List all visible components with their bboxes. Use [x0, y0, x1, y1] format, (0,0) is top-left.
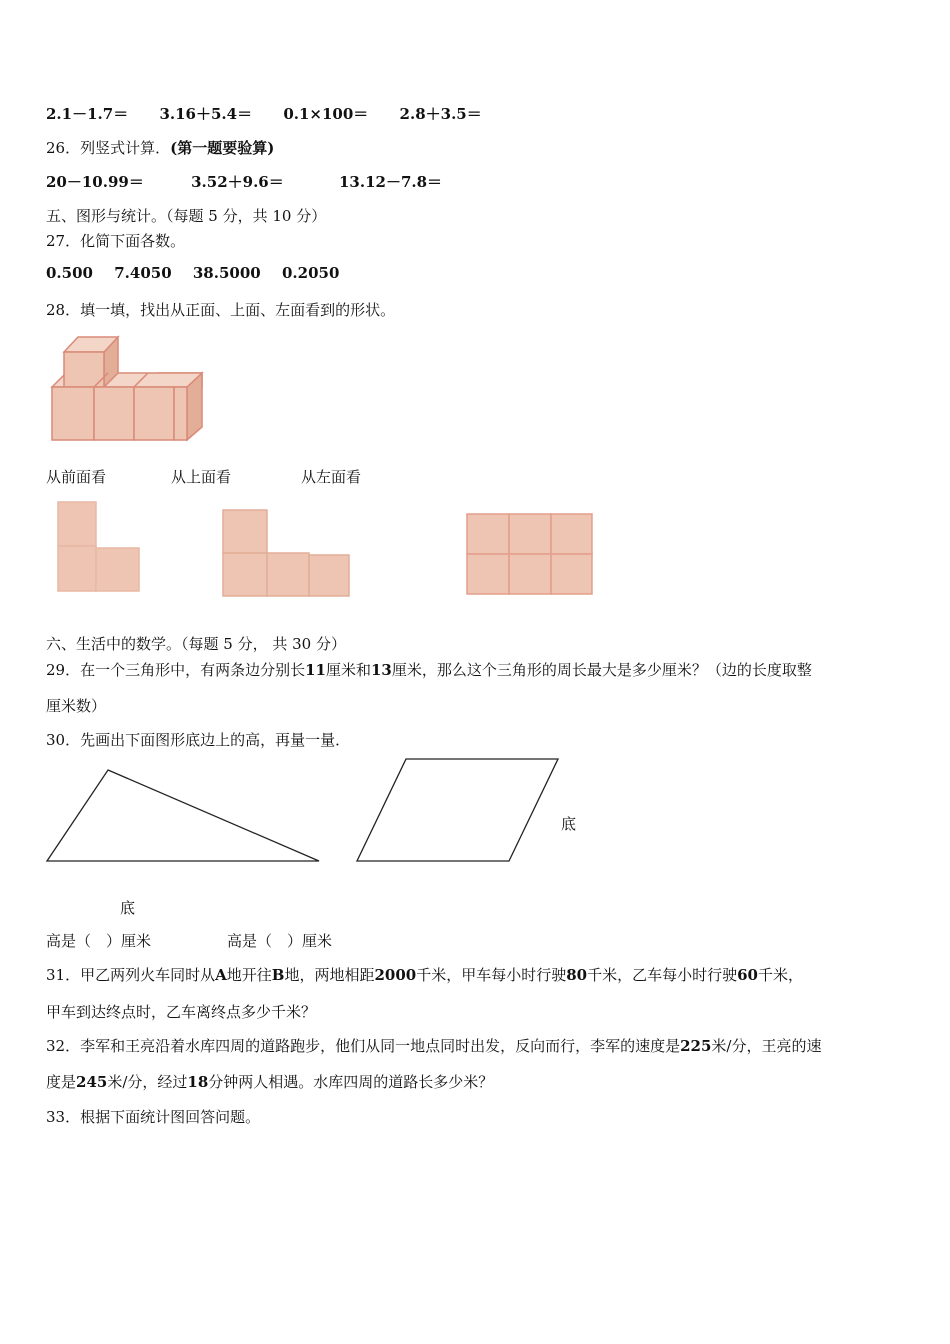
view-label-top: 从上面看 — [171, 468, 232, 486]
left-view-figure — [465, 512, 597, 598]
q29-line1 — [46, 659, 812, 680]
q31-text: 地开往 — [226, 966, 272, 984]
view-square — [223, 553, 267, 596]
q25-row — [46, 103, 482, 124]
q32-text: 度是 — [46, 1073, 77, 1091]
q27-items — [46, 264, 339, 282]
q27-title: 27．化简下面各数。 — [46, 232, 186, 250]
q31-text: 千米，甲车每小时行驶 — [416, 966, 567, 984]
view-square — [267, 553, 309, 596]
q31-num: 60 — [737, 966, 758, 984]
q31-text: 31．甲乙两列火车同时从 — [46, 966, 216, 984]
view-square — [223, 510, 267, 553]
q31-num: 2000 — [374, 966, 417, 984]
q32-line1 — [46, 1035, 821, 1056]
parallelogram-figure — [354, 756, 564, 866]
view-square — [309, 555, 349, 596]
front-view-figure — [56, 500, 146, 595]
view-label-left: 从左面看 — [301, 468, 362, 486]
q26-item: 3.52＋9.6＝ — [191, 173, 284, 191]
q32-num: 18 — [187, 1073, 209, 1091]
q26-items — [46, 171, 442, 192]
q32-text: 米/分，王亮的速 — [711, 1037, 822, 1055]
q31-line1 — [46, 964, 803, 985]
q29-text: 厘米和 — [325, 661, 371, 679]
cube-front-face — [52, 387, 94, 440]
q25-item: 2.8＋3.5＝ — [399, 105, 482, 123]
q26-item: 20－10.99＝ — [46, 173, 144, 191]
q30-answer1: 高是（ ）厘米 — [46, 932, 152, 950]
q31-text: 千米，乙车每小时行驶 — [587, 966, 738, 984]
q25-item: 0.1×100＝ — [283, 105, 369, 123]
cube-front-face — [134, 387, 174, 440]
q31-text: 千米， — [757, 966, 803, 984]
parallelogram-base-label: 底 — [561, 815, 577, 833]
view-square — [551, 514, 592, 554]
view-square — [509, 554, 551, 594]
view-square — [551, 554, 592, 594]
q30-answer2: 高是（ ）厘米 — [227, 932, 333, 950]
q28-title: 28．填一填，找出从正面、上面、左面看到的形状。 — [46, 301, 396, 319]
cube-front-face — [94, 387, 134, 440]
q26-title-num: 26．列竖式计算． — [46, 139, 171, 157]
view-square — [96, 548, 139, 591]
q31-line2: 甲车到达终点时，乙车离终点多少千米？ — [46, 1003, 317, 1021]
q33-title: 33．根据下面统计图回答问题。 — [46, 1108, 261, 1126]
cube-front-face — [174, 387, 187, 440]
view-label-front: 从前面看 — [46, 468, 107, 486]
section6-heading: 六、生活中的数学。（每题 5 分， 共 30 分） — [46, 635, 346, 653]
q26-title-note: (第一题要验算) — [170, 139, 275, 157]
q29-num: 11 — [305, 661, 326, 679]
q32-text: 米/分，经过 — [107, 1073, 188, 1091]
q32-text: 32．李军和王亮沿着水库四周的道路跑步，他们从同一地点同时出发，反向而行，李军的速度是 — [46, 1037, 681, 1055]
q27-item: 7.4050 — [114, 264, 172, 282]
view-square — [58, 546, 96, 591]
view-square — [509, 514, 551, 554]
q26-item: 13.12－7.8＝ — [338, 173, 443, 191]
view-square — [467, 514, 509, 554]
q32-num: 225 — [680, 1037, 712, 1055]
view-square — [58, 502, 96, 546]
q32-line2 — [46, 1071, 493, 1092]
q32-num: 245 — [76, 1073, 108, 1091]
view-square — [467, 554, 509, 594]
cube-front-face — [64, 352, 104, 387]
triangle-figure — [44, 766, 324, 866]
q31-num: 80 — [566, 966, 588, 984]
q26-title — [46, 137, 274, 158]
q29-num: 13 — [370, 661, 392, 679]
triangle-base-label: 底 — [120, 899, 136, 917]
q25-item: 3.16＋5.4＝ — [159, 105, 253, 123]
section5-heading: 五、图形与统计。（每题 5 分，共 10 分） — [46, 207, 327, 225]
cube-stack-figure — [48, 330, 208, 445]
q27-item: 38.5000 — [192, 264, 261, 282]
q31-num: A — [215, 966, 227, 984]
q32-text: 分钟两人相遇。水库四周的道路长多少米？ — [208, 1073, 494, 1091]
q25-item: 2.1－1.7＝ — [46, 105, 129, 123]
q31-text: 地，两地相距 — [284, 966, 375, 984]
q27-item: 0.2050 — [281, 264, 340, 282]
top-view-figure — [221, 508, 356, 603]
q29-text: 厘米，那么这个三角形的周长最大是多少厘米？（边的长度取整 — [391, 661, 812, 679]
q30-title: 30．先画出下面图形底边上的高，再量一量． — [46, 731, 351, 749]
q29-line2: 厘米数） — [46, 697, 107, 715]
q27-item: 0.500 — [46, 264, 93, 282]
q29-text: 29．在一个三角形中，有两条边分别长 — [46, 661, 306, 679]
q31-num: B — [271, 966, 285, 984]
